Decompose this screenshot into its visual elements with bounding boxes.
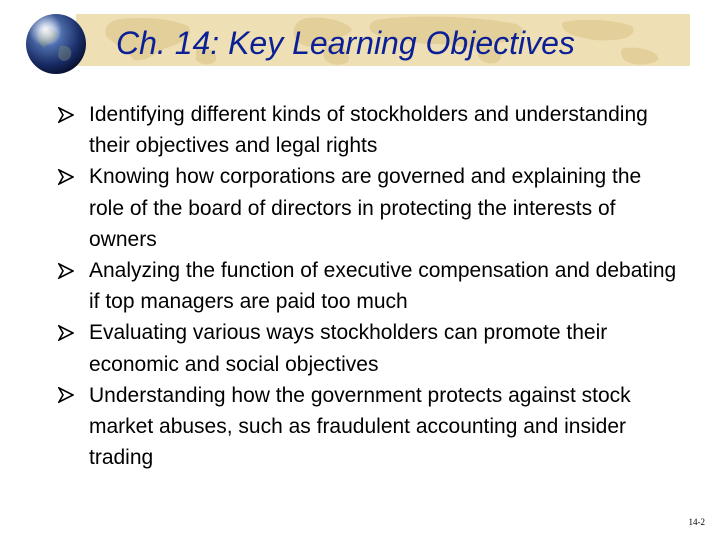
objective-item: [58, 161, 678, 255]
objectives-list: [58, 99, 678, 473]
objective-text: Analyzing the function of executive compensation and debating if top managers are paid too much: [89, 259, 677, 314]
globe-icon: [24, 12, 88, 76]
objective-text: Knowing how corporations are governed and explaining the role of the board of directors in protecting the interests of owners: [89, 165, 642, 251]
objective-item: [58, 255, 678, 317]
objective-text: Evaluating various ways stockholders can promote their economic and social objectives: [89, 321, 608, 376]
arrowhead-bullet-icon: [58, 99, 80, 130]
arrowhead-bullet-icon: [58, 380, 80, 411]
objective-text: Identifying different kinds of stockholders and understanding their objectives and legal rights: [89, 103, 648, 158]
arrowhead-bullet-icon: [58, 255, 80, 286]
arrowhead-bullet-icon: [58, 161, 80, 192]
page-number: 14-2: [688, 517, 705, 527]
arrowhead-bullet-icon: [58, 317, 80, 348]
slide-title: Ch. 14: Key Learning Objectives: [116, 25, 575, 61]
objective-item: [58, 99, 678, 161]
objective-item: [58, 380, 678, 474]
objective-item: [58, 317, 678, 379]
objective-text: Understanding how the government protects against stock market abuses, such as fraudulent accounting and insider trading: [89, 383, 631, 470]
